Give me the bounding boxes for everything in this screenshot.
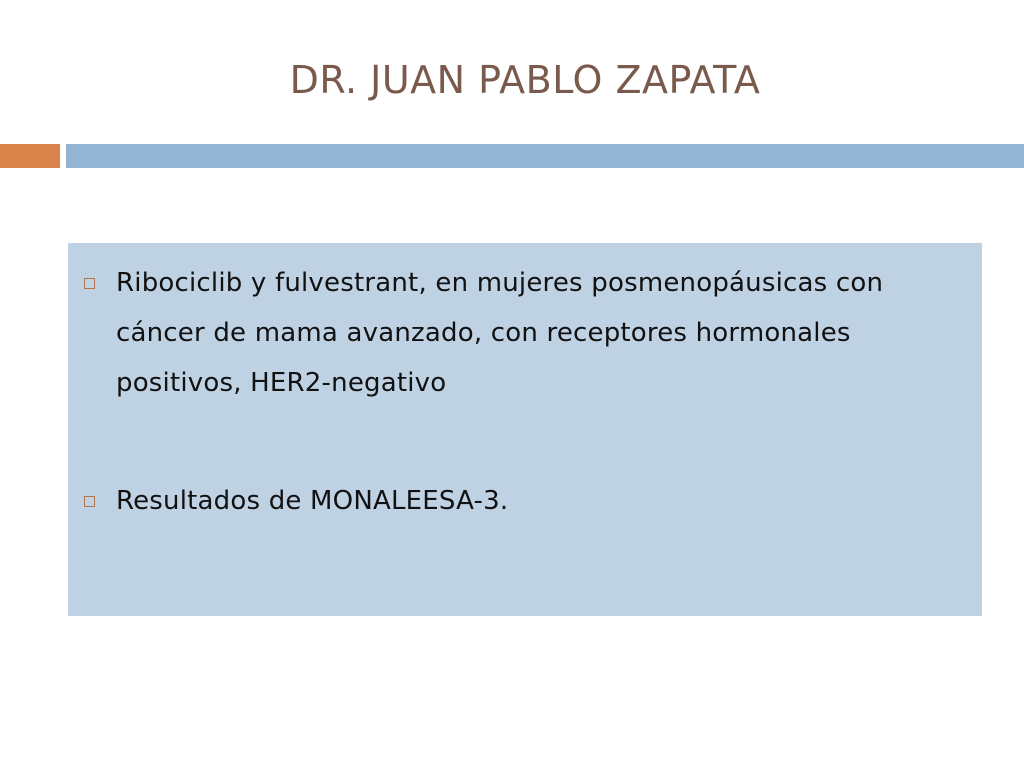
slide-title: DR. JUAN PABLO ZAPATA (289, 58, 761, 102)
content-box (68, 243, 982, 616)
bullet-text: Resultados de MONALEESA-3. (116, 486, 509, 516)
hollow-square-bullet-icon (84, 278, 95, 289)
hollow-square-bullet-icon (84, 496, 95, 507)
orange-accent-bar (0, 144, 60, 168)
bullet-text: Ribociclib y fulvestrant, en mujeres posmenopáusicas con cáncer de mama avanzado, con receptores hormonales positivos, HER2-negativo (116, 268, 884, 398)
blue-accent-bar (66, 144, 1024, 168)
